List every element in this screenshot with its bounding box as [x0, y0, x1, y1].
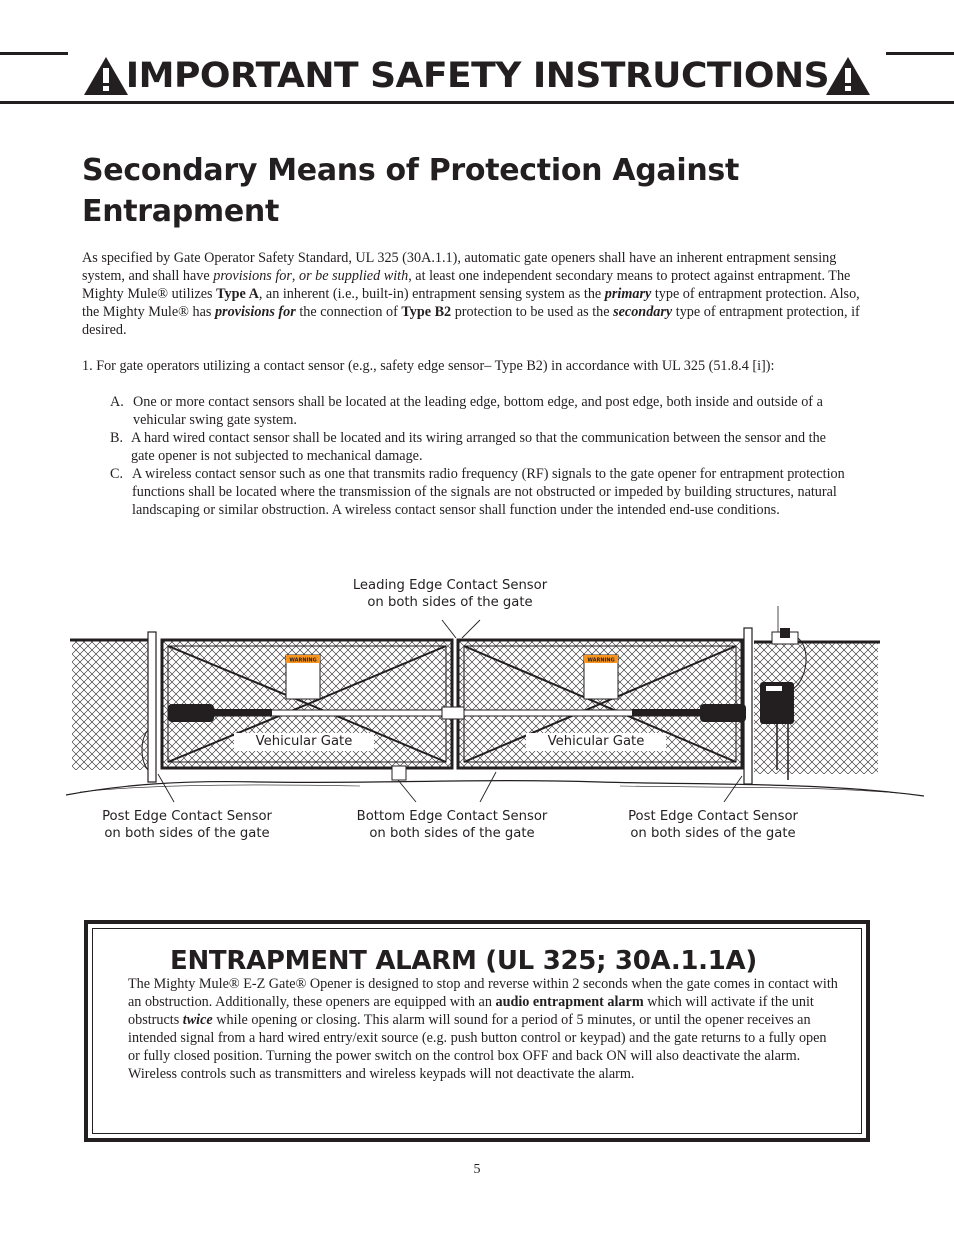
- page-header-title: IMPORTANT SAFETY INSTRUCTIONS: [125, 56, 829, 96]
- header-rule-bottom: [0, 101, 954, 104]
- alarm-paragraph: The Mighty Mule® E-Z Gate® Opener is designed to stop and reverse within 2 seconds when the gate comes in contact with an obstruction. Additionally, these openers are equipped with an audio entrapment alarm which will activate if the unit obstructs twice while opening or closing. This alarm will sound for a period of 5 minutes, or until the opener receives an intended signal from a hard wired entry/exit source (e.g. push button control or keypad) and the gate returns to a fully open or fully closed position. Turning the power switch on the control box OFF and back ON will also deactivate the alarm. Wireless controls such as transmitters and wireless keypads will not deactivate the alarm.: [128, 976, 838, 1082]
- header-rule-left: [0, 52, 68, 55]
- warning-sign-label: WARNING: [587, 657, 615, 664]
- list-item-1: 1. For gate operators utilizing a contact sensor (e.g., safety edge sensor– Type B2) in accordance with UL 325 (51.8.4 [i]):: [82, 358, 775, 374]
- warning-triangle-icon: [824, 55, 872, 97]
- vehicular-gate-left-label: Vehicular Gate: [234, 733, 374, 751]
- bottom-edge-label: Bottom Edge Contact Sensor on both sides of the gate: [356, 809, 548, 841]
- intro-paragraph: As specified by Gate Operator Safety Standard, UL 325 (30A.1.1), automatic gate openers shall have an inherent entrapment sensing system, and shall have provisions for, or be supplied with, at least one independent secondary means to protect against entrapment. The Mighty Mule® utilizes Type A, an inherent (i.e., built-in) entrapment sensing system as the primary type of entrapment protection. Also, the Mighty Mule® has provisions for the connection of Type B2 protection to be used as the secondary type of entrapment protection, if desired.: [82, 250, 860, 338]
- post-edge-left-label: Post Edge Contact Sensor on both sides of the gate: [102, 809, 272, 841]
- page-number: 5: [473, 1162, 481, 1177]
- warning-triangle-icon: [82, 55, 130, 97]
- gate-diagram: [60, 570, 930, 850]
- alarm-title: ENTRAPMENT ALARM (UL 325; 30A.1.1A): [170, 946, 757, 976]
- section-title: Secondary Means of Protection Against Entrapment: [82, 153, 740, 229]
- vehicular-gate-right-label: Vehicular Gate: [526, 733, 666, 751]
- header-rule-right: [886, 52, 954, 55]
- leading-edge-label: Leading Edge Contact Sensor on both sides of the gate: [352, 578, 548, 610]
- warning-sign-label: WARNING: [289, 657, 317, 664]
- header-banner: [60, 54, 894, 98]
- post-edge-right-label: Post Edge Contact Sensor on both sides of the gate: [628, 809, 798, 841]
